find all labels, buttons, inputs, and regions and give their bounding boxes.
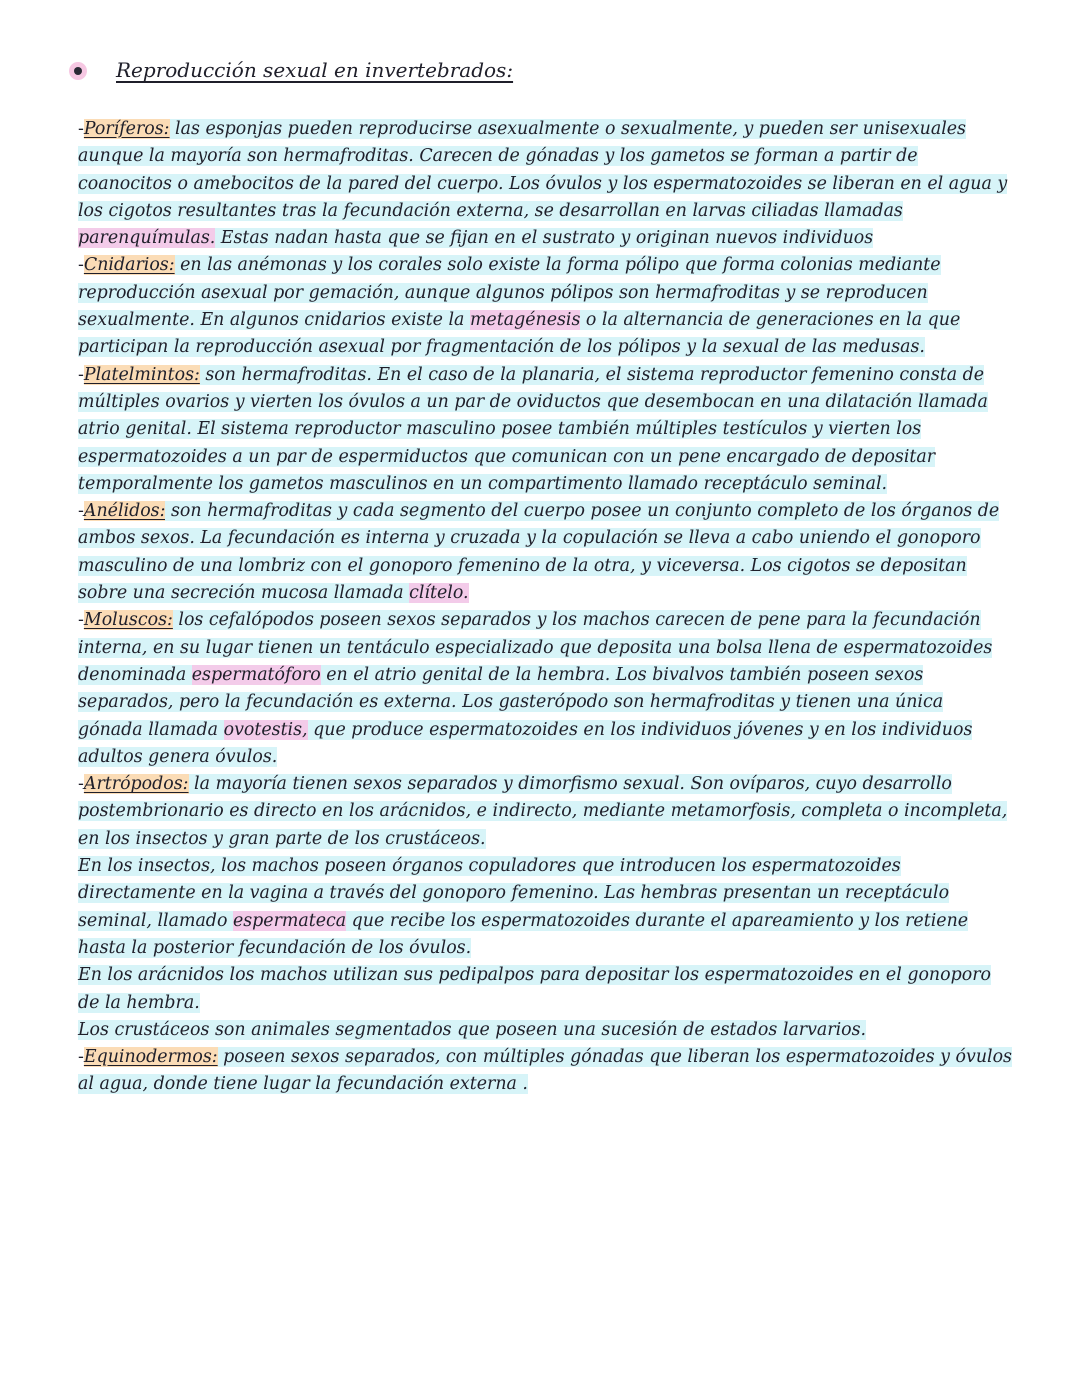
- section-dash: -: [78, 255, 84, 276]
- section-anelidos: [78, 498, 1013, 607]
- section-text: Los crustáceos son animales segmentados que poseen una sucesión de estados larvarios.: [78, 1019, 867, 1040]
- section-term: Cnidarios:: [83, 255, 175, 276]
- key-term: espermateca: [232, 910, 347, 931]
- paragraph-crustaceos: [78, 1017, 1013, 1044]
- section-dash: -: [78, 610, 84, 631]
- section-text: En los insectos, los machos poseen órganos copuladores que introducen los espermatozoides directamente en la vagina a través del gonoporo femenino. Las hembras presentan un receptáculo seminal, llamado: [78, 856, 950, 931]
- section-text: En los arácnidos los machos utilizan sus pedipalpos para depositar los espermatozoides en el gonoporo de la hembra.: [78, 965, 991, 1013]
- section-text: poseen sexos separados, con múltiples gónadas que liberan los espermatozoides y óvulos al agua, donde tiene lugar la fecundación externa .: [78, 1047, 1012, 1095]
- notes-body: [78, 116, 1013, 1099]
- key-term: ovotestis,: [223, 719, 308, 740]
- section-text: que recibe los espermatozoides durante el apareamiento y los retiene hasta la posterior fecundación de los óvulos.: [78, 910, 969, 958]
- section-term: Moluscos:: [83, 610, 173, 631]
- section-platelmintos: [78, 362, 1013, 498]
- section-dash: -: [78, 119, 84, 139]
- key-term: metagénesis: [469, 310, 581, 331]
- section-text: que produce espermatozoides en los individuos jóvenes y en los individuos adultos genera óvulos.: [78, 719, 973, 767]
- section-dash: -: [78, 364, 84, 385]
- section-equinodermos: [78, 1044, 1013, 1099]
- section-term: Platelmintos:: [83, 364, 200, 385]
- section-text: o la alternancia de generaciones en la que participan la reproducción asexual por fragmentación de los pólipos y la sexual de las medusas.: [78, 310, 961, 358]
- section-text: los cefalópodos poseen sexos separados y los machos carecen de pene para la fecundación interna, en su lugar tienen un tentáculo especializado que deposita una bolsa llena de espermatozoides denominada: [78, 610, 993, 685]
- section-term: Anélidos:: [83, 501, 166, 522]
- section-cnidarios: [78, 252, 1013, 361]
- section-dash: -: [78, 774, 84, 795]
- section-text: en las anémonas y los corales solo existe la forma pólipo que forma colonias mediante reproducción asexual por gemación, aunque algunos pólipos son hermafroditas y se reproducen sexualmente. En algunos cnidarios existe la: [78, 255, 941, 331]
- section-text: la mayoría tienen sexos separados y dimorfismo sexual. Son ovíparos, cuyo desarrollo postembrionario es directo en los arácnidos, e indirecto, mediante metamorfosis, completa o incompleta, en los insectos y gran parte de los crustáceos.: [78, 774, 1008, 849]
- section-text: son hermafroditas y cada segmento del cuerpo posee un conjunto completo de los órganos de ambos sexos. La fecundación es interna y cruzada y la copulación se lleva a cabo uniendo el gonoporo masculino de una lombriz con el gonoporo femenino de la otra, y viceversa. Los cigotos se depositan sobre una secreción mucosa llamada: [78, 501, 1000, 604]
- section-term: Poríferos:: [83, 119, 170, 139]
- key-term: espermatóforo: [191, 664, 321, 685]
- section-text: en el atrio genital de la hembra. Los bivalvos también poseen sexos separados, pero la fecundación es externa. Los gasterópodo son hermafroditas y tienen una única gónada llamada: [78, 664, 944, 740]
- section-text: son hermafroditas. En el caso de la planaria, el sistema reproductor femenino consta de múltiples ovarios y vierten los óvulos a un par de oviductos que desembocan en una dilatación llamada atrio genital. El sistema reproductor masculino posee también múltiples testículos y vierten los espermatozoides a un par de espermiductos que comunican con un pene encargado de depositar temporalmente los gametos masculinos en un compartimento llamado receptáculo seminal.: [78, 364, 988, 494]
- section-poriferos: [78, 116, 1013, 252]
- section-text: Estas nadan hasta que se fijan en el sustrato y originan nuevos individuos: [215, 228, 874, 249]
- section-moluscos: [78, 607, 1013, 771]
- section-term: Equinodermos:: [83, 1047, 218, 1068]
- key-term: clítelo.: [409, 583, 469, 604]
- bullet-icon: [74, 67, 82, 75]
- paragraph-insectos: [78, 853, 1013, 962]
- section-artropodos: [78, 771, 1013, 853]
- section-text: las esponjas pueden reproducirse asexualmente o sexualmente, y pueden ser unisexuales aunque la mayoría son hermafroditas. Carecen de gónadas y los gametos se forman a partir de coanocitos o amebocitos de la pared del cuerpo. Los óvulos y los espermatozoides se liberan en el agua y los cigotos resultantes tras la fecundación externa, se desarrollan en larvas ciliadas llamadas: [78, 119, 1008, 221]
- section-dash: -: [78, 501, 84, 522]
- section-term: Artrópodos:: [83, 774, 189, 795]
- paragraph-aracnidos: [78, 962, 1013, 1017]
- page-title: Reproducción sexual en invertebrados:: [116, 58, 514, 82]
- key-term: parenquímulas.: [78, 228, 216, 249]
- section-dash: -: [78, 1047, 84, 1068]
